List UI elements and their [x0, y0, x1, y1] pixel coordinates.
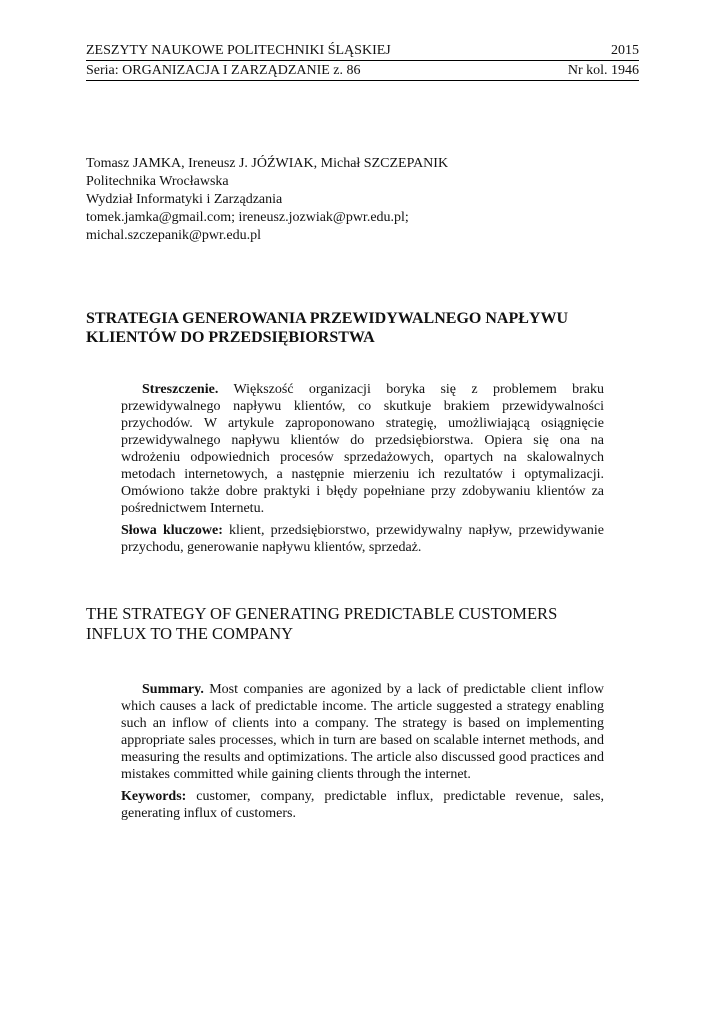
paper-title-polish: [86, 309, 639, 347]
series-name: Seria: ORGANIZACJA I ZARZĄDZANIE z. 86: [86, 63, 361, 78]
author-university: Politechnika Wrocławska: [86, 174, 229, 189]
journal-header-row: [86, 42, 639, 61]
abstract-polish: [121, 381, 604, 556]
paper-title-polish-line: KLIENTÓW DO PRZEDSIĘBIORSTWA: [86, 329, 375, 346]
paper-title-english-line: THE STRATEGY OF GENERATING PREDICTABLE CUSTOMERS: [86, 604, 558, 623]
keywords-polish: [121, 522, 604, 556]
author-emails-continued: michal.szczepanik@pwr.edu.pl: [86, 228, 261, 243]
journal-header: [86, 42, 639, 81]
abstract-polish-paragraph: [121, 381, 604, 517]
abstract-english-text: Most companies are agonized by a lack of predictable client inflow which causes a lack of predictable income. The article suggested a strategy enabling such an inflow of clients into a company. The strategy is based on implementing appropriate sales processes, which in turn are based on scalable internet methods, and measuring the results and optimizations. The article also discussed good practices and mistakes committed while gaining clients through the internet.: [121, 682, 604, 782]
keywords-polish-label: Słowa kluczowe:: [121, 523, 223, 538]
abstract-english-label: Summary.: [142, 682, 204, 697]
author-names: Tomasz JAMKA, Ireneusz J. JÓŹWIAK, Michał SZCZEPANIK: [86, 156, 449, 171]
keywords-english-text: customer, company, predictable influx, predictable revenue, sales, generating influx of customers.: [121, 789, 604, 821]
keywords-english-label: Keywords:: [121, 789, 187, 804]
paper-title-polish-line: STRATEGIA GENEROWANIA PRZEWIDYWALNEGO NAPŁYWU: [86, 310, 568, 327]
abstract-polish-text: Większość organizacji boryka się z problemem braku przewidywalnego napływu klientów, co skutkuje brakiem przewidywalności przychodów. W artykule zaproponowano strategię, umożliwiającą osiągnięcie przewidywalnego napływu klientów do przedsiębiorstwa. Opiera się ona na wdrożeniu odpowiednich procesów sprzedażowych, opartych na skalowalnych metodach internetowych, a następnie mierzeniu ich rezultatów i optymalizacji. Omówiono także dobre praktyki i błędy popełniane przy zdobywaniu klientów za pośrednictwem Internetu.: [121, 382, 604, 516]
keywords-polish-text: klient, przedsiębiorstwo, przewidywalny napływ, przewidywanie przychodu, generowanie napływu klientów, sprzedaż.: [121, 523, 604, 555]
abstract-english-paragraph: [121, 681, 604, 783]
paper-title-english-line: INFLUX TO THE COMPANY: [86, 624, 294, 643]
journal-year: 2015: [611, 43, 639, 58]
journal-name: ZESZYTY NAUKOWE POLITECHNIKI ŚLĄSKIEJ: [86, 43, 391, 58]
abstract-polish-label: Streszczenie.: [142, 382, 219, 397]
keywords-english: [121, 788, 604, 822]
issue-number: Nr kol. 1946: [567, 63, 639, 78]
series-header-row: [86, 61, 639, 81]
author-emails: tomek.jamka@gmail.com; ireneusz.jozwiak@pwr.edu.pl;: [86, 210, 409, 225]
author-faculty: Wydział Informatyki i Zarządzania: [86, 192, 283, 207]
paper-title-english: [86, 604, 639, 644]
abstract-english: [121, 681, 604, 822]
author-block: [86, 155, 639, 245]
